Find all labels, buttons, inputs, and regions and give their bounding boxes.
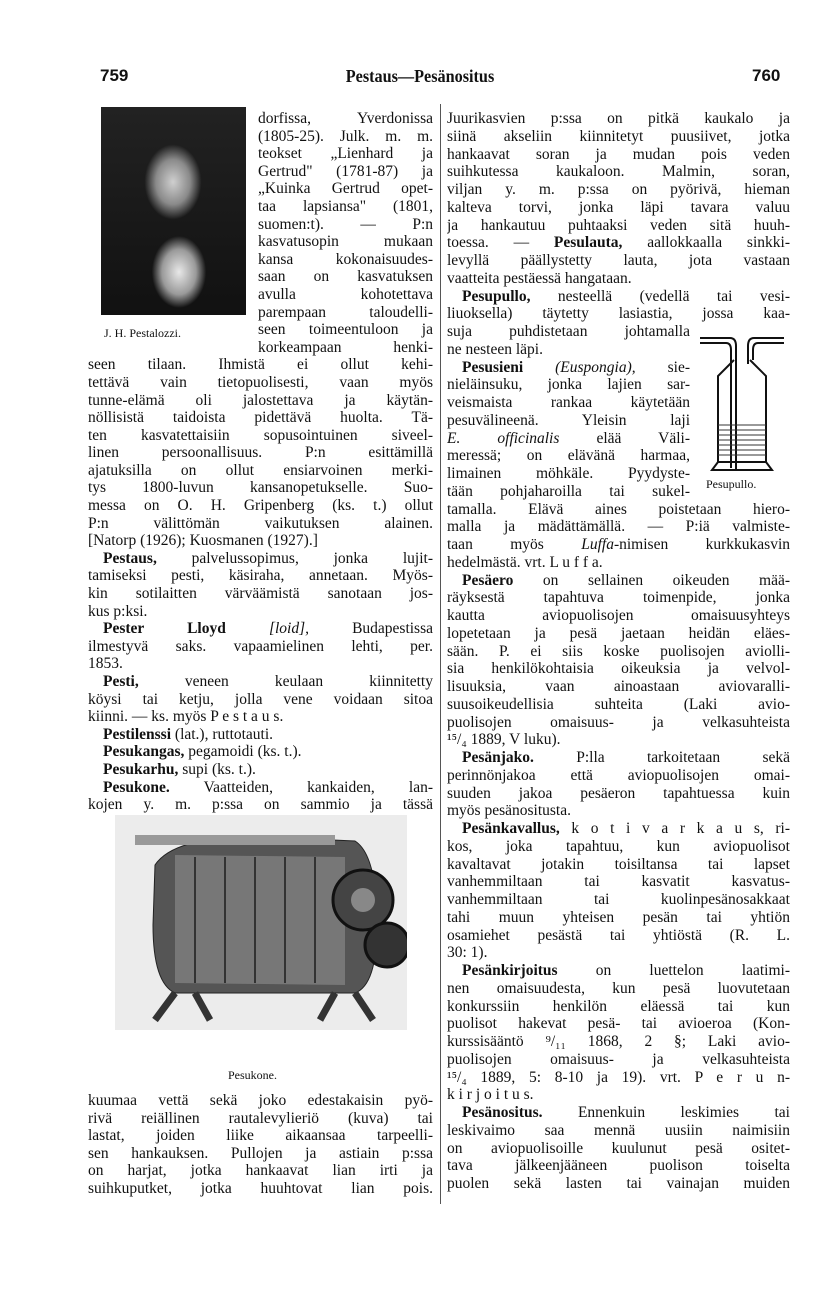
text-line: tunne-elämä oli jalostettava ja käytän- bbox=[88, 391, 433, 409]
text-line: puolisojen omaisuus- ja velkasuhteista bbox=[447, 713, 790, 731]
entry-headword: Pesänkavallus, bbox=[462, 820, 560, 837]
entry-first-line bbox=[447, 1104, 790, 1122]
entry-first-line bbox=[88, 726, 433, 744]
entry-first-line bbox=[88, 620, 433, 638]
text-segment: taan myös bbox=[447, 536, 582, 553]
text-line: suuden jakoa pesäeron tapahtuessa kuin bbox=[447, 784, 790, 802]
text-line: tamiseksi pesti, käsiraha, annetaan. Myös- bbox=[88, 567, 433, 585]
text-line: puolisojen omaisuus- ja velkasuhteista bbox=[447, 1050, 790, 1068]
entry-first-line bbox=[447, 572, 790, 590]
text-line: perinnönjakoa että aviopuolisojen omai- bbox=[447, 766, 790, 784]
text-segment: on luettelon laatimi- bbox=[557, 962, 790, 979]
text-line: parempaan taloudelli- bbox=[258, 303, 433, 321]
entry-headword: Pesti, bbox=[103, 673, 139, 690]
text-line: osamiehet pesästä tai yhtiöstä (R. L. bbox=[447, 926, 790, 944]
text-line: „Kuinka Gertrud opet- bbox=[258, 180, 433, 198]
entry-headword: Pesukone. bbox=[103, 778, 170, 796]
text-line: vaatteita pestäessä hangataan. bbox=[447, 269, 632, 287]
entry-first-line bbox=[447, 359, 690, 377]
text-line: 30: 1). bbox=[447, 944, 488, 962]
text-line: kuumaa vettä sekä joko edestakaisin pyö- bbox=[88, 1092, 433, 1109]
italic-term: (Euspongia), bbox=[555, 358, 636, 376]
entry-headword: Pesänositus. bbox=[462, 1104, 543, 1121]
text-line: tään pohjaharoilla tai sukel- bbox=[447, 482, 690, 500]
text-line: sen hankauksen. Pullojen ja astiain p:ssa bbox=[88, 1144, 433, 1162]
entry-first-line bbox=[447, 749, 790, 767]
text-line: puolen sekä lasten tai vainajan muiden bbox=[447, 1175, 790, 1192]
entry-headword: Pester Lloyd bbox=[103, 620, 226, 638]
entry-headword: Pestilenssi bbox=[103, 725, 172, 743]
text-line: korkeampaan henki- bbox=[258, 338, 433, 356]
text-line: leskivaimo saa mennä uusiin naimisiin bbox=[447, 1121, 790, 1139]
text-segment: elää Väli- bbox=[559, 429, 690, 447]
text-segment: nesteellä (vedellä tai vesi- bbox=[530, 287, 790, 305]
text-line: meressä; on elävänä harmaa, bbox=[447, 447, 690, 465]
text-segment: sie- bbox=[635, 358, 690, 376]
text-line: konkurssiin henkilön eläessä tai kun bbox=[447, 997, 790, 1015]
entry-first-line bbox=[447, 288, 790, 306]
text-line: dorfissa, Yverdonissa bbox=[258, 110, 433, 127]
text-line: suihkuputket, jotka huuhtovat lian pois. bbox=[88, 1179, 433, 1197]
text-line: suja puhdistetaan johtamalla bbox=[447, 323, 690, 340]
italic-term: Luffa bbox=[581, 536, 614, 553]
text-line: kus p:ksi. bbox=[88, 602, 148, 620]
page-title: Pestaus—Pesänositus bbox=[345, 66, 495, 86]
text-line: on harjat, jotka hankaavat lian irti ja bbox=[88, 1162, 433, 1180]
text-line: tamalla. Elävä aines poistetaan hiero- bbox=[447, 500, 790, 518]
text-line: köysi tai ketju, jolla vene voidaan sitoa bbox=[88, 690, 433, 708]
text-segment: pegamoidi (ks. t.). bbox=[184, 743, 302, 761]
text-segment: supi (ks. t.). bbox=[178, 760, 256, 778]
text-line: puolisot hakevat pesä- tai avioeroa (Kon- bbox=[447, 1015, 790, 1033]
entry-headword: Pesänjako. bbox=[462, 749, 534, 766]
text-line: liuoksella) täytetty lasiastia, jossa kaa- bbox=[447, 305, 790, 323]
left-column-bottom bbox=[88, 1092, 433, 1198]
text-line: lastat, joiden liike aikaansaa tarpeelli- bbox=[88, 1127, 433, 1145]
flask-space bbox=[690, 323, 790, 500]
entry-headword: Pesäero bbox=[462, 571, 514, 589]
entry-headword: Pesukarhu, bbox=[103, 760, 179, 778]
text-line: saan on kasvatuksen bbox=[258, 268, 433, 286]
text-line: teokset „Lienhard ja bbox=[258, 145, 433, 163]
text-line: siinä akseliin kiinnitetyt puusiivet, jotka bbox=[447, 127, 790, 145]
text-line: avulla kohotettava bbox=[258, 285, 433, 303]
text-line: ¹⁵/₄ 1889, 5: 8-10 ja 19). vrt. P e r u n- bbox=[447, 1068, 790, 1086]
text-segment bbox=[523, 359, 555, 376]
text-line: kurssisääntö ⁹/₁₁ 1868, 2 §; Laki avio- bbox=[447, 1033, 790, 1050]
text-line: kiinni. — ks. myös P e s t a u s. bbox=[88, 708, 284, 726]
text-line bbox=[447, 234, 790, 252]
text-line: ja hankautuu puhtaaksi veden sitä huuh- bbox=[447, 216, 790, 234]
text-segment: on sellainen oikeuden mää- bbox=[513, 571, 790, 589]
text-line: 1853. bbox=[88, 655, 123, 673]
text-line: kasvatusopin mukaan bbox=[258, 233, 433, 251]
text-line: myös pesänositusta. bbox=[447, 802, 571, 820]
text-line: [Natorp (1926); Kuosmanen (1927).] bbox=[88, 532, 318, 550]
right-column bbox=[447, 110, 790, 1193]
entry-first-line bbox=[88, 761, 433, 779]
text-line: vanhemmiltaan tai kasvatit kasvatus- bbox=[447, 873, 790, 891]
entry-headword: Pestaus, bbox=[103, 549, 157, 567]
text-line: lisuuksia, vaan ainoastaan aviovaralli- bbox=[447, 678, 790, 695]
text-line: on aviopuolisoille kuulunut pesä ositet- bbox=[447, 1139, 790, 1157]
text-line: tahi muun yhteisen pesän tai yhtiön bbox=[447, 908, 790, 926]
text-line: kos, joka tapahtuu, kun aviopuolisot bbox=[447, 837, 790, 855]
portrait-space bbox=[88, 110, 258, 356]
text-line: hankaavat soran ja mudan pois veden bbox=[447, 145, 790, 163]
entry-first-line bbox=[88, 743, 433, 761]
text-line: Gertrud" (1781-87) ja bbox=[258, 162, 433, 180]
text-line: ne nesteen läpi. bbox=[447, 340, 543, 358]
text-line: hedelmästä. vrt. L u f f a. bbox=[447, 553, 603, 571]
text-line: ten kasvatettaisiin sopusointuinen siveel- bbox=[88, 426, 433, 444]
column-divider bbox=[440, 104, 441, 1204]
text-segment: aallokkaalla sinkki- bbox=[622, 234, 790, 252]
text-line: seen tilaan. Ihmistä ei ollut kehi- bbox=[88, 356, 433, 374]
entry-headword: Pesusieni bbox=[462, 358, 524, 376]
text-line: kalteva torvi, jonka läpi tavara valuu bbox=[447, 198, 790, 216]
text-line: P:n välittömän vaikutuksen alainen. bbox=[88, 514, 433, 532]
text-line: suusoikeudellisia suhteita (Laki avio- bbox=[447, 695, 790, 713]
text-line: tava jälkeenjääneen puolison toiselta bbox=[447, 1157, 790, 1175]
portrait-caption: J. H. Pestalozzi. bbox=[104, 326, 181, 340]
text-segment: (lat.), ruttotauti. bbox=[171, 725, 274, 743]
text-line: messa on O. H. Gripenberg (ks. t.) ollut bbox=[88, 497, 433, 515]
italic-term: E. officinalis bbox=[447, 429, 560, 447]
text-segment: Budapestissa bbox=[309, 620, 433, 638]
text-line: tettävä vain tietopuolisesti, vaan myös bbox=[88, 373, 433, 391]
entry-headword: Pesulauta, bbox=[553, 234, 623, 252]
text-line: tys 1800-luvun kansanopetukselle. Suo- bbox=[88, 479, 433, 497]
text-line: ajatuksilla on ollut ensiarvoinen merki- bbox=[88, 461, 433, 479]
entry-headword: Pesukangas, bbox=[103, 743, 185, 761]
text-line: kojen y. m. p:ssa on sammio ja tässä bbox=[88, 796, 433, 814]
text-line: kansa kokonaisuudes- bbox=[258, 250, 433, 268]
text-line: malla ja mädättämällä. — P:iä valmiste- bbox=[447, 518, 790, 536]
text-line: veismaista rankaa käytetään bbox=[447, 394, 690, 411]
entry-first-line bbox=[88, 779, 433, 797]
entry-first-line bbox=[447, 962, 790, 980]
text-segment: toessa. — bbox=[447, 234, 554, 252]
text-line: lopetetaan ja pesä jaetaan heidän eläes- bbox=[447, 624, 790, 642]
entry-first-line bbox=[88, 673, 433, 691]
page-number-left: 759 bbox=[100, 66, 129, 85]
text-line bbox=[447, 430, 690, 448]
text-segment: veneen keulaan kiinnitetty bbox=[138, 673, 433, 690]
text-line: k i r j o i t u s. bbox=[447, 1086, 534, 1104]
text-line: räyksestä tapahtuva toimenpide, jonka bbox=[447, 589, 790, 607]
text-segment: k o t i v a r k a u s, ri- bbox=[559, 820, 790, 837]
text-line: limainen möhkäle. Pyydyste- bbox=[447, 465, 690, 482]
text-line: taa lapsiansa" (1801, bbox=[258, 197, 433, 215]
text-line: seen toimeentuloon ja bbox=[258, 321, 433, 339]
text-line: kautta aviopuolisojen omaisuusyhteys bbox=[447, 607, 790, 624]
text-line bbox=[447, 536, 790, 554]
text-line: ilmestyvä saks. vapaamielinen lehti, per. bbox=[88, 637, 433, 655]
text-segment bbox=[226, 620, 269, 637]
text-segment: -nimisen kurkkukasvin bbox=[613, 536, 790, 553]
entry-first-line bbox=[447, 820, 790, 838]
text-line: viljan y. m. p:ssa on pyörivä, hieman bbox=[447, 181, 790, 198]
text-segment: P:lla tarkoitetaan sekä bbox=[533, 749, 790, 766]
text-line: sään. P. ei siis koske puolisojen aviolli- bbox=[447, 642, 790, 660]
text-line: nöllisistä taidoista pidettävä huolta. Tä- bbox=[88, 409, 433, 427]
text-segment: Vaatteiden, kankaiden, lan- bbox=[169, 778, 433, 796]
left-column-top bbox=[88, 110, 433, 814]
washing-machine-image bbox=[115, 815, 407, 1030]
text-line: suihkutessa kaukaloon. Malmin, soran, bbox=[447, 163, 790, 181]
text-line: vanhemmiltaan tai kuolinpesänosakkaat bbox=[447, 891, 790, 908]
text-line: ¹⁵/₄ 1889, V luku). bbox=[447, 731, 561, 749]
text-line: kin sotilaitten värväämistä sanotaan jos- bbox=[88, 585, 433, 603]
page-number-right: 760 bbox=[752, 66, 781, 85]
text-line: kavaltavat jotakin toisiltansa tai lapset bbox=[447, 855, 790, 873]
text-line: nen omaisuudesta, kun pesä luovutetaan bbox=[447, 979, 790, 997]
entry-headword: Pesänkirjoitus bbox=[462, 962, 558, 979]
text-line: suomen:t). — P:n bbox=[258, 215, 433, 233]
machine-caption: Pesukone. bbox=[228, 1068, 277, 1082]
text-line: pesuvälineenä. Yleisin laji bbox=[447, 411, 690, 429]
text-segment: palvelussopimus, jonka lujit- bbox=[156, 549, 433, 567]
text-line: nieläinsuku, jonka lajien sar- bbox=[447, 376, 690, 394]
entry-headword: Pesupullo, bbox=[462, 287, 531, 305]
text-line: Juurikasvien p:ssa on pitkä kaukalo ja bbox=[447, 110, 790, 127]
flask-caption: Pesupullo. bbox=[706, 477, 757, 491]
text-segment: Ennenkuin leskimies tai bbox=[542, 1104, 790, 1121]
text-line: rivä reiällinen rautalevylieriö (kuva) tai bbox=[88, 1109, 433, 1127]
text-line: levyllä päällystetty lauta, jota vastaan bbox=[447, 252, 790, 269]
italic-term: [loid], bbox=[268, 620, 309, 638]
text-line: linen persoonallisuus. P:n esittämillä bbox=[88, 444, 433, 462]
text-line: sia henkilökohtaisia oikeuksia ja velvol- bbox=[447, 660, 790, 678]
text-line: (1805-25). Julk. m. m. bbox=[258, 127, 433, 145]
entry-first-line bbox=[88, 550, 433, 568]
